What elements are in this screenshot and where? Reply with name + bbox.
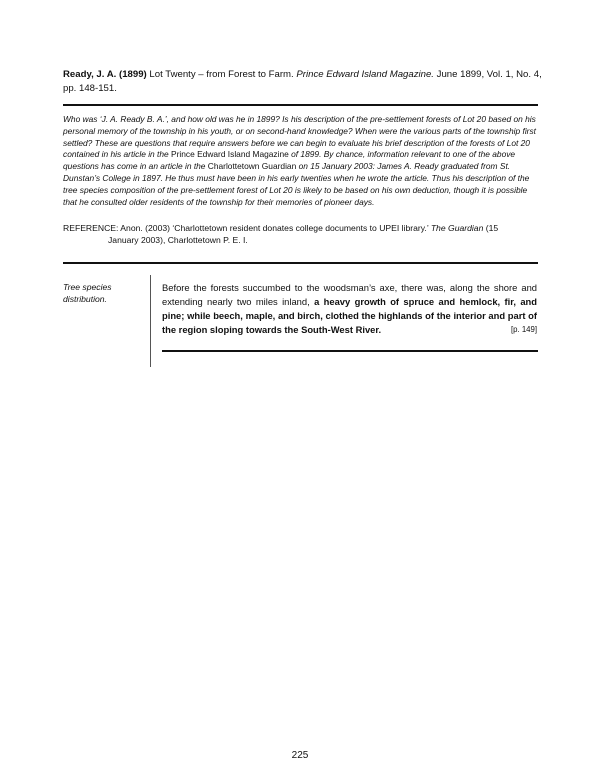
reference-continuation: January 2003), Charlottetown P. E. I. [108, 235, 248, 245]
commentary-magazine-name: Prince Edward Island Magazine [171, 149, 289, 160]
citation-author: Ready, J. A. [63, 69, 117, 80]
side-label: Tree species distribution. [63, 282, 112, 304]
citation-details: June 1899, Vol. 1, No. 4, pp. 148-151. [63, 69, 542, 94]
citation [63, 68, 543, 96]
page-reference: [p. 149] [510, 325, 537, 334]
page-number: 225 [291, 750, 309, 761]
extract-text-plain: Before the forests succumbed to the woodsman’s axe, there was, along the shore and extending nearly two miles inland, [162, 282, 537, 307]
commentary-part-1: Who was ‘J. A. Ready B. A.’, and how old was he in 1899? Is his description of the pre-settlement forests of Lot 20 based on his personal memory of the township in his youth, or on second-hand knowledge? When were the various parts of the township first settled? These are questions that require answers before we can begin to evaluate his brief description of the forests of Lot 20 contained in his article in the [63, 114, 536, 160]
rule-bottom [162, 350, 538, 352]
margin-divider [150, 275, 151, 367]
reference-lead: REFERENCE: Anon. (2003) ‘Charlottetown resident donates college documents to UPEI library.’ [63, 223, 429, 233]
reference [63, 222, 539, 246]
extract-text-bold: a heavy growth of spruce and hemlock, fir, and pine; while beech, maple, and birch, clothed the highlands of the interior and part of the region sloping towards the South-West River. [162, 296, 538, 335]
rule-top [63, 104, 538, 106]
rule-middle [63, 262, 538, 264]
commentary-part-3: on 15 January 2003: James A. Ready graduated from St. Dunstan’s College in 1897. He thus must have been in his early twenties when he wrote the article. Thus his description of the tree species composition of the pre-settlement forest of Lot 20 is likely to be based on his own deduction, though it is possible that he consulted older residents of the township for their memories of pioneer days. [63, 161, 530, 207]
reference-date-open: (15 [485, 223, 499, 233]
commentary-part-2: of 1899. By chance, information relevant to one of the above questions has come in an article in the [63, 149, 516, 172]
reference-source: The Guardian [430, 223, 484, 233]
citation-journal: Prince Edward Island Magazine. [296, 69, 434, 80]
citation-title: Lot Twenty – from Forest to Farm. [149, 69, 294, 80]
extract [162, 281, 537, 337]
commentary [63, 114, 539, 208]
citation-year: (1899) [119, 69, 147, 80]
commentary-newspaper-name: Charlottetown Guardian [207, 161, 297, 172]
